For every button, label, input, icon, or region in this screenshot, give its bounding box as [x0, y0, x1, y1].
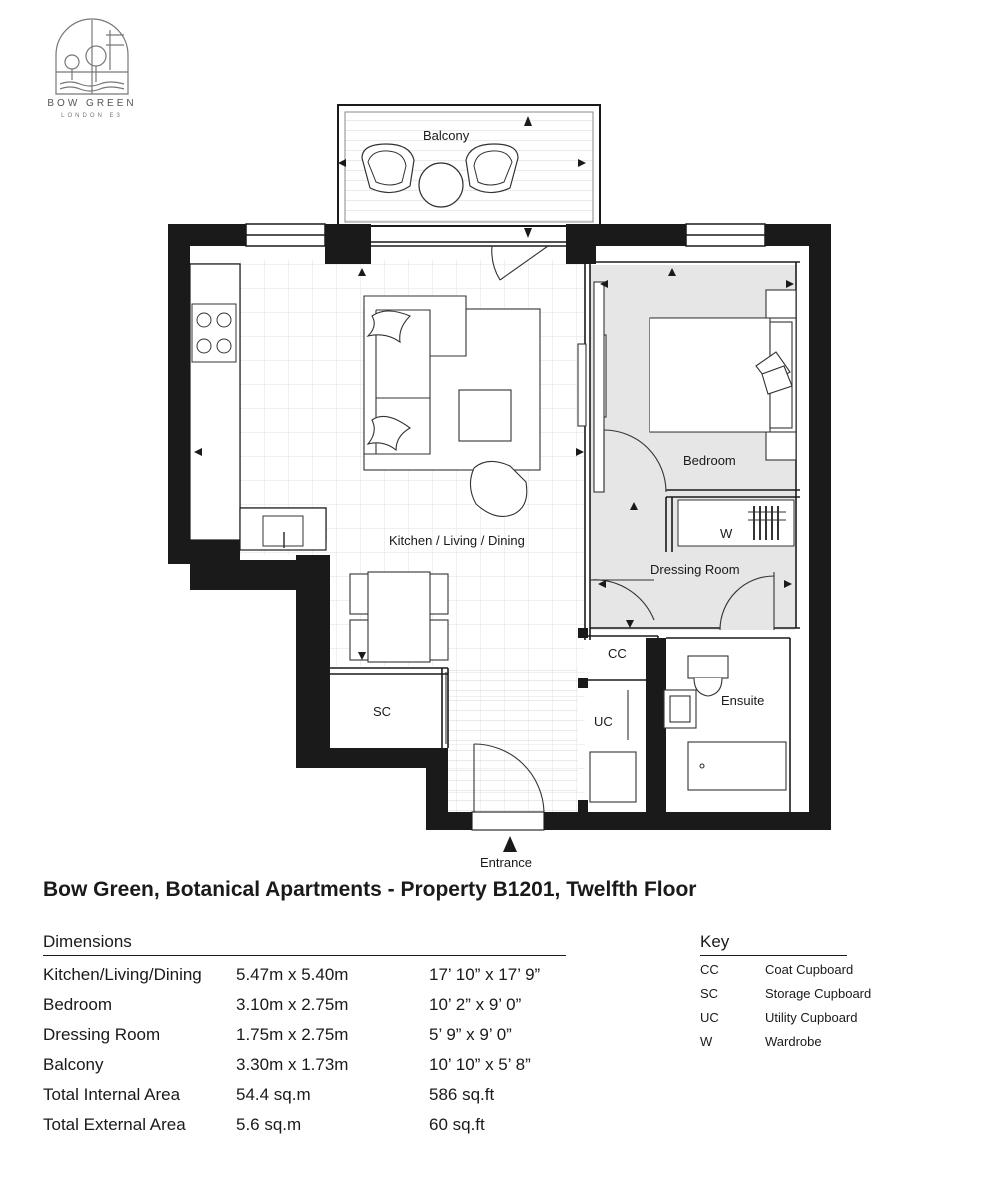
room-label-bedroom: Bedroom: [683, 453, 736, 468]
dimension-imperial: 10’ 2” x 9’ 0”: [429, 995, 522, 1014]
wardrobe: [678, 500, 794, 546]
dimension-metric: 3.30m x 1.73m: [236, 1055, 349, 1074]
dimension-metric: 1.75m x 2.75m: [236, 1025, 349, 1044]
room-label-balcony: Balcony: [423, 128, 470, 143]
dimensions-heading: Dimensions: [43, 932, 132, 951]
dimension-metric: 5.47m x 5.40m: [236, 965, 349, 984]
dimensions-divider: [43, 955, 566, 956]
bow-green-logo: [56, 19, 128, 94]
dimension-metric: 3.10m x 2.75m: [236, 995, 349, 1014]
dimensions-row: [43, 990, 540, 1020]
key-label: Utility Cupboard: [765, 1009, 858, 1025]
dimension-room: Bedroom: [43, 995, 112, 1014]
room-label-wardrobe: W: [720, 526, 733, 541]
key-divider: [700, 955, 847, 956]
key-code: SC: [700, 985, 719, 1001]
dimension-room: Kitchen/Living/Dining: [43, 965, 202, 984]
room-label-utility-cupboard: UC: [594, 714, 613, 729]
room-label-coat-cupboard: CC: [608, 646, 627, 661]
dimensions-row: [43, 1080, 540, 1110]
dimensions-row: [43, 1050, 540, 1080]
dimension-imperial: 60 sq.ft: [429, 1115, 485, 1134]
key-row: [700, 1029, 871, 1053]
dimension-metric: 5.6 sq.m: [236, 1115, 302, 1134]
key-row: [700, 981, 871, 1005]
dimensions-row: [43, 1110, 540, 1140]
logo-name: BOW GREEN: [47, 98, 137, 109]
logo-subtitle: LONDON E3: [61, 113, 123, 119]
key-row: [700, 1005, 871, 1029]
room-label-storage-cupboard: SC: [373, 704, 392, 719]
key-heading: Key: [700, 932, 730, 951]
room-label-ensuite: Ensuite: [721, 693, 765, 708]
dimension-imperial: 5’ 9” x 9’ 0”: [429, 1025, 512, 1044]
room-label-kitchen-living-dining: Kitchen / Living / Dining: [389, 533, 525, 548]
ensuite-fixtures: [664, 656, 786, 790]
page-title: Bow Green, Botanical Apartments - Property B1201, Twelfth Floor: [43, 878, 697, 901]
key-row: [700, 957, 871, 981]
dimensions-row: [43, 1020, 540, 1050]
dimensions-row: [43, 960, 540, 990]
balcony: [338, 105, 600, 226]
key-code: W: [700, 1033, 713, 1049]
dimension-metric: 54.4 sq.m: [236, 1085, 311, 1104]
dimension-imperial: 17’ 10” x 17’ 9”: [429, 965, 541, 984]
utility-cupboard-fixture: [590, 690, 636, 802]
key-label: Coat Cupboard: [765, 961, 854, 977]
key-code: CC: [700, 961, 719, 977]
entrance-label: Entrance: [480, 855, 533, 870]
dimension-imperial: 586 sq.ft: [429, 1085, 495, 1104]
key-table: [700, 957, 871, 1053]
dimension-room: Dressing Room: [43, 1025, 161, 1044]
dimension-room: Balcony: [43, 1055, 104, 1074]
dimension-room: Total Internal Area: [43, 1085, 181, 1104]
key-label: Wardrobe: [765, 1033, 822, 1049]
dimensions-table: [43, 960, 540, 1140]
dimension-imperial: 10’ 10” x 5’ 8”: [429, 1055, 531, 1074]
dimension-room: Total External Area: [43, 1115, 186, 1134]
room-label-dressing-room: Dressing Room: [650, 562, 740, 577]
key-code: UC: [700, 1009, 719, 1025]
key-label: Storage Cupboard: [765, 985, 872, 1001]
